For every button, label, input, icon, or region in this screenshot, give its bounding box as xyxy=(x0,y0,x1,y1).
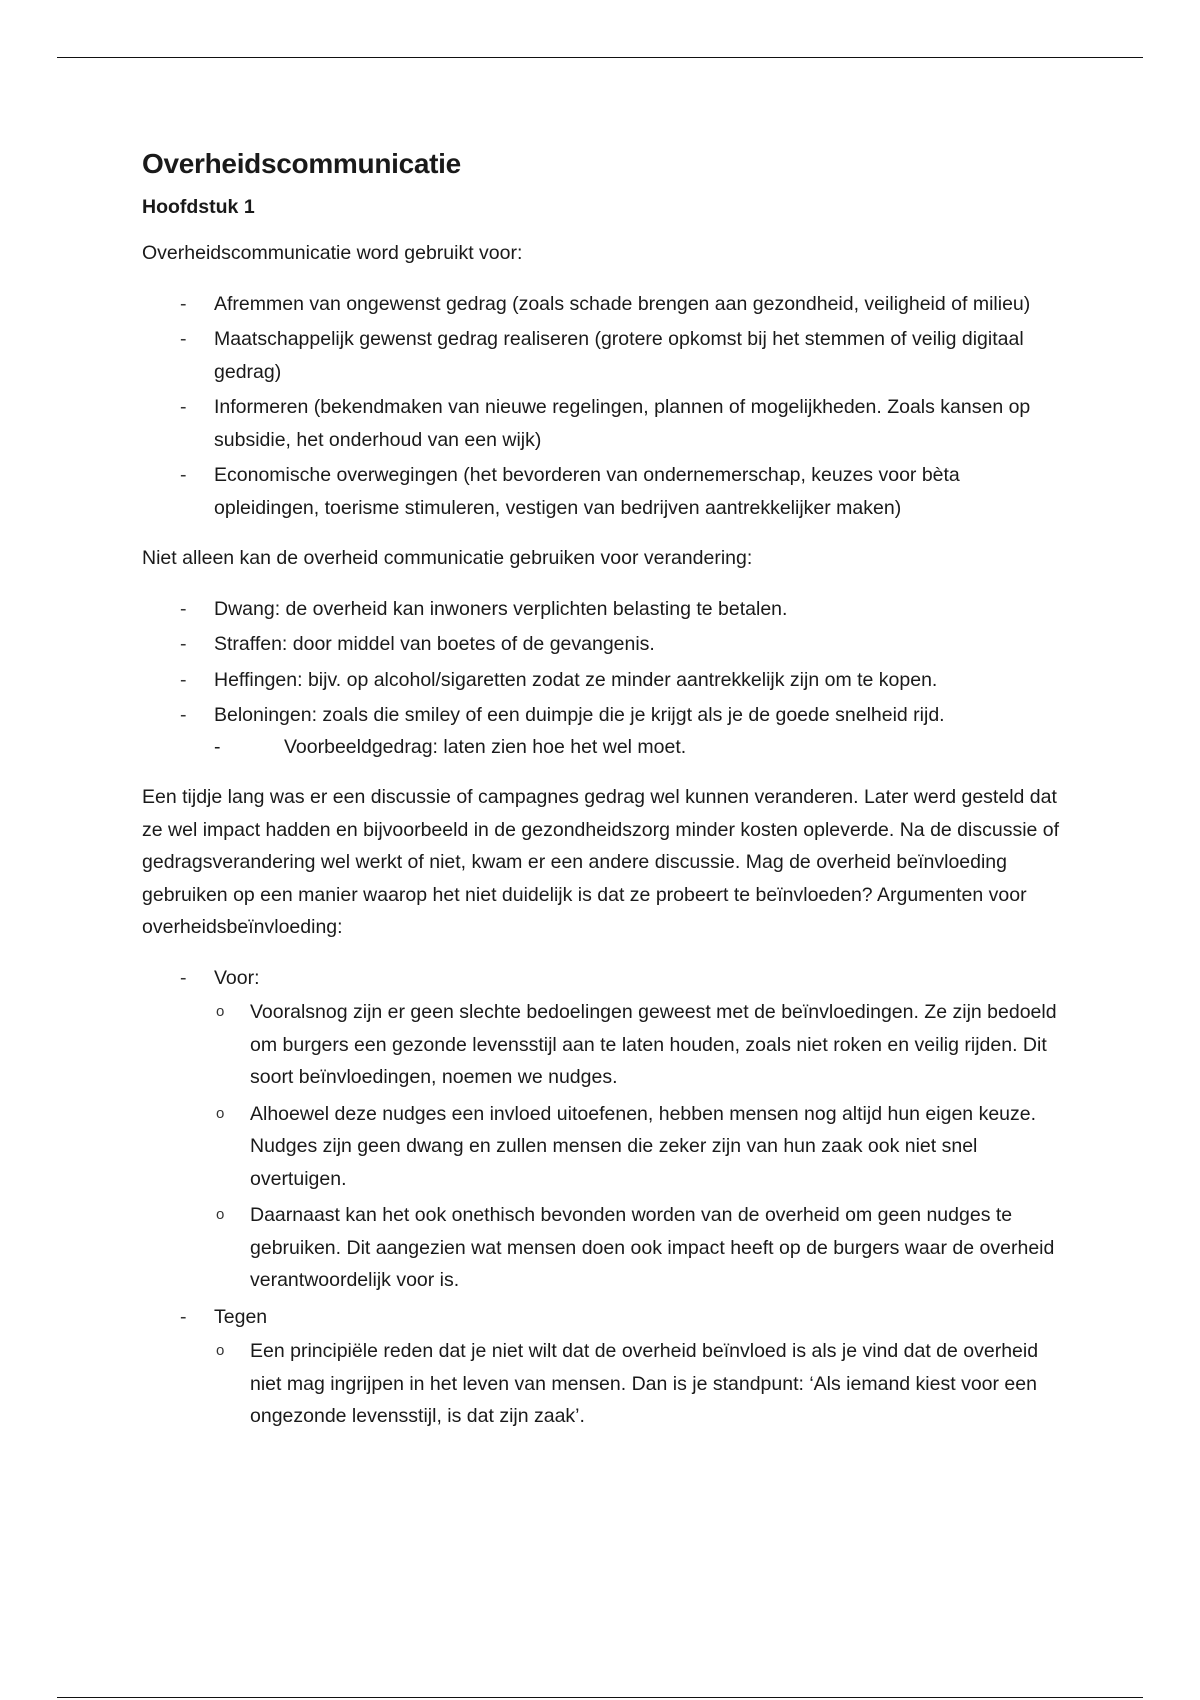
dash-bullet: - xyxy=(180,966,187,989)
for-label: Voor: xyxy=(214,966,260,989)
list-item: - Dwang: de overheid kan inwoners verplichten belasting te betalen. xyxy=(142,593,1062,626)
dash-bullet: - xyxy=(180,396,187,418)
against-sublist xyxy=(214,1335,1062,1433)
dash-bullet: - xyxy=(180,328,187,350)
arguments-for xyxy=(142,962,1062,1297)
circle-bullet: o xyxy=(216,1104,225,1122)
sub-list-item: - Voorbeeldgedrag: laten zien hoe het wel moet. xyxy=(142,731,1062,764)
dash-bullet: - xyxy=(214,735,221,758)
dash-bullet: - xyxy=(180,633,187,655)
list-item: - Beloningen: zoals die smiley of een duimpje die je krijgt als je de goede snelheid rijd. xyxy=(142,699,1062,732)
instruments-intro: Niet alleen kan de overheid communicatie gebruiken voor verandering: xyxy=(142,547,753,569)
list-item: - Economische overwegingen (het bevorderen van ondernemerschap, keuzes voor bèta opleidingen, toerisme stimuleren, vestigen van bedrijven aantrekkelijker maken) xyxy=(142,459,1062,524)
list-item: o Een principiële reden dat je niet wilt dat de overheid beïnvloed is als je vind dat de overheid niet mag ingrijpen in het leven van mensen. Dan is je standpunt: ‘Als iemand kiest voor een ongezonde levensstijl, is dat zijn zaak’. xyxy=(214,1335,1062,1433)
list-item: o Alhoewel deze nudges een invloed uitoefenen, hebben mensen nog altijd hun eigen keuze. Nudges zijn geen dwang en zullen mensen die zeker zijn van hun zaak ook niet snel overtuigen. xyxy=(214,1098,1062,1196)
dash-bullet: - xyxy=(180,704,187,726)
list-item: - Maatschappelijk gewenst gedrag realiseren (grotere opkomst bij het stemmen of veilig digitaal gedrag) xyxy=(142,323,1062,388)
list-item: - Straffen: door middel van boetes of de gevangenis. xyxy=(142,628,1062,661)
uses-list xyxy=(142,288,1062,525)
dash-bullet: - xyxy=(180,1305,187,1328)
discussion-paragraph: Een tijdje lang was er een discussie of campagnes gedrag wel kunnen veranderen. Later werd gesteld dat ze wel impact hadden en bijvoorbeeld in de gezondheidszorg minder kosten opleverde. Na de discussie of gedragsverandering wel werkt of niet, kwam er een andere discussie. Mag de overheid beïnvloeding gebruiken op een manier waarop het niet duidelijk is dat ze probeert te beïnvloeden? Argumenten voor overheidsbeïnvloeding: xyxy=(142,786,1060,938)
document-title: Overheidscommunicatie xyxy=(142,148,461,179)
list-item: - Afremmen van ongewenst gedrag (zoals schade brengen aan gezondheid, veiligheid of milieu) xyxy=(142,288,1062,321)
against-label: Tegen xyxy=(214,1305,268,1328)
dash-bullet: - xyxy=(180,668,187,691)
dash-bullet: - xyxy=(180,292,187,315)
chapter-heading: Hoofdstuk 1 xyxy=(142,196,255,218)
list-item: o Daarnaast kan het ook onethisch bevonden worden van de overheid om geen nudges te gebruiken. Dit aangezien wat mensen doen ook impact heeft op de burgers waar de overheid verantwoordelijk voor is. xyxy=(214,1199,1062,1297)
arguments-against xyxy=(142,1301,1062,1433)
dash-bullet: - xyxy=(180,597,187,620)
intro-paragraph: Overheidscommunicatie word gebruikt voor: xyxy=(142,242,523,264)
list-item: o Vooralsnog zijn er geen slechte bedoelingen geweest met de beïnvloedingen. Ze zijn bedoeld om burgers een gezonde levensstijl aan te laten houden, zoals niet roken en veilig rijden. Dit soort beïnvloedingen, noemen we nudges. xyxy=(214,996,1062,1094)
footer-rule xyxy=(57,1697,1143,1698)
header-rule xyxy=(57,57,1143,58)
for-sublist xyxy=(214,996,1062,1297)
circle-bullet: o xyxy=(216,1206,225,1223)
document-body xyxy=(142,140,1062,1451)
circle-bullet: o xyxy=(216,1342,225,1359)
list-item: - Heffingen: bijv. op alcohol/sigaretten zodat ze minder aantrekkelijk zijn om te kopen. xyxy=(142,664,1062,697)
arguments-list xyxy=(142,962,1062,1433)
instruments-list xyxy=(142,593,1062,732)
list-item: - Informeren (bekendmaken van nieuwe regelingen, plannen of mogelijkheden. Zoals kansen op subsidie, het onderhoud van een wijk) xyxy=(142,391,1062,456)
circle-bullet: o xyxy=(216,1003,225,1020)
dash-bullet: - xyxy=(180,464,187,486)
